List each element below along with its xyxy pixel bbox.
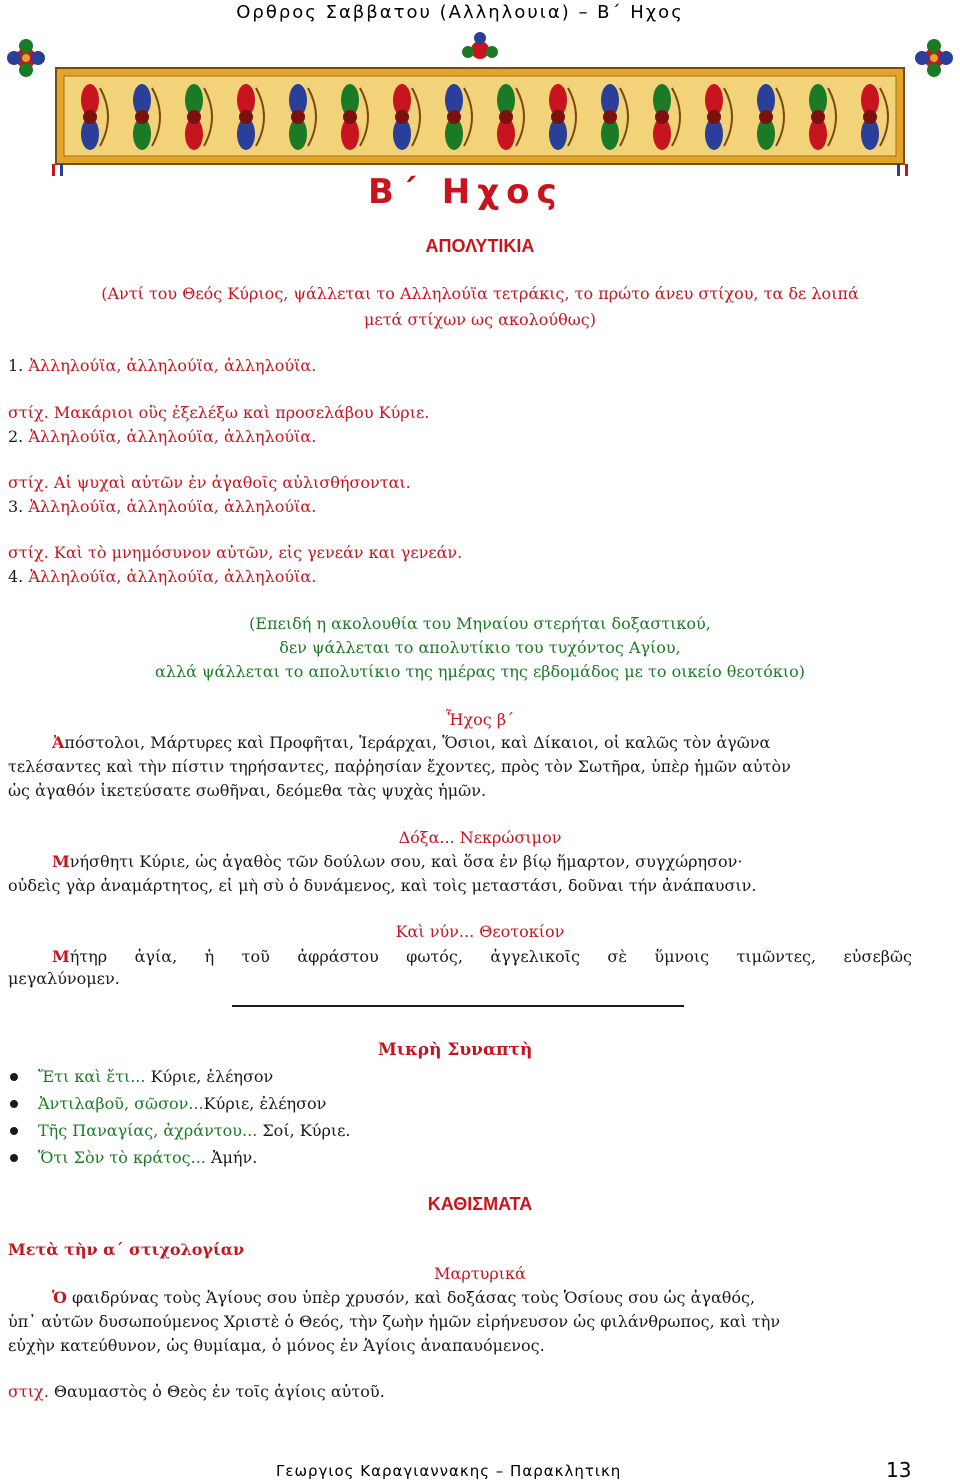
martyrikon-line1: Ὁ φαιδρύνας τοὺς Ἁγίους σου ὑπὲρ χρυσόν, καὶ δοξάσας τοὺς Ὁσίους σου ὡς ἀγαθός,: [52, 1288, 756, 1307]
tone-label: Ἦχος β΄: [445, 710, 515, 729]
section-kathismata-heading: ΚΑΘΙΣΜΑΤΑ: [427, 1194, 533, 1214]
page-footer: Γεωργιος Καραγιαννακης – Παρακλητικη: [276, 1462, 622, 1480]
bullet-icon: [10, 1073, 18, 1081]
tone-title: Β΄ Ηχος: [368, 172, 564, 212]
verse-line-3: στίχ. Καὶ τὸ μνημόσυνον αὐτῶν, εἰς γενεάν και γενεάν.: [8, 543, 463, 562]
page-number: 13: [886, 1458, 912, 1482]
bullet-icon: [10, 1100, 18, 1108]
litany-item: Ὅτι Σὸν τὸ κράτος... Ἀμήν.: [8, 1147, 351, 1174]
intro-note-line2: μετά στίχων ως ακολούθως): [364, 310, 596, 329]
litany-item: Τῆς Παναγίας, ἀχράντου... Σοί, Κύριε.: [8, 1120, 351, 1147]
mikri-synapti-heading: Μικρὴ Συναπτὴ: [378, 1040, 533, 1060]
running-head: Ορθρος Σαββατου (Αλληλουια) – Β΄ Ηχος: [236, 2, 684, 23]
corner-fleuron-right-icon: [915, 39, 953, 77]
litany-item: Ἔτι καὶ ἔτι... Κύριε, ἐλέησον: [8, 1066, 351, 1093]
apolytikion-line1: Ἀπόστολοι, Μάρτυρες καὶ Προφῆται, Ἱεράρχαι, Ὅσιοι, καὶ Δίκαιοι, οἱ καλῶς τὸν ἀγῶνα: [52, 733, 771, 752]
apolytikion-line2: τελέσαντες καὶ τὴν πίστιν τηρήσαντες, παῤῥησίαν ἔχοντες, πρὸς τὸν Σωτῆρα, ὑπὲρ ἡμῶν αὐτὸν: [8, 757, 791, 776]
litany-item: Ἀντιλαβοῦ, σῶσον...Κύριε, ἐλέησον: [8, 1093, 351, 1120]
verse-line-2: στίχ. Αἱ ψυχαὶ αὐτῶν ἐν ἀγαθοῖς αὐλισθήσονται.: [8, 473, 411, 492]
section-divider: [232, 1005, 684, 1007]
intro-note-line1: (Αντί του Θεός Κύριος, ψάλλεται το Αλληλούϊα τετράκις, το πρώτο άνευ στίχου, τα δε λοιπά: [101, 284, 859, 303]
section-apolytikia-heading: ΑΠΟΛΥΤΙΚΙΑ: [425, 236, 535, 256]
menaion-note-line1: (Επειδή η ακολουθία του Μηναίου στερήται δοξαστικού,: [249, 614, 711, 633]
theotokion-line2: μεγαλύνομεν.: [8, 969, 120, 988]
center-fleuron-icon: [462, 32, 498, 59]
martyrikon-line2: ὑπ᾿ αὐτῶν δυσωπούμενος Χριστὲ ὁ Θεός, τὴν ζωὴν ἡμῶν εἰρήνευσον ὡς φιλάνθρωπος, καὶ τὴν: [8, 1312, 781, 1331]
kai-nyn-label: Καὶ νύν... Θεοτοκίον: [395, 922, 565, 941]
final-verse: στιχ. Θαυμαστὸς ὁ Θεὸς ἐν τοῖς ἁγίοις αὐτοῦ.: [8, 1382, 385, 1401]
right-fringe-icon: [897, 164, 908, 176]
alleluia-line-1: 1. Ἀλληλούϊα, ἀλληλούϊα, ἀλληλούϊα.: [8, 356, 317, 375]
martyrika-label: Μαρτυρικά: [434, 1264, 526, 1283]
menaion-note-line3: αλλά ψάλλεται το απολυτίκιο της ημέρας της εβδομάδος με το οικείο θεοτόκιο): [155, 662, 805, 681]
doxa-label: Δόξα... Νεκρώσιμον: [398, 828, 562, 847]
corner-fleuron-left-icon: [7, 39, 45, 77]
byzantine-ornament-band: [0, 28, 960, 178]
left-fringe-icon: [52, 164, 63, 176]
litany-list: [8, 1066, 351, 1174]
after-stichologia-heading: Μετὰ τὴν α΄ στιχολογίαν: [8, 1240, 245, 1259]
menaion-note-line2: δεν ψάλλεται το απολυτίκιο του τυχόντος Αγίου,: [279, 638, 681, 657]
bullet-icon: [10, 1127, 18, 1135]
alleluia-line-4: 4. Ἀλληλούϊα, ἀλληλούϊα, ἀλληλούϊα.: [8, 567, 317, 586]
martyrikon-line3: εὐχὴν κατεύθυνον, ὡς θυμίαμα, ὁ μόνος ἐν Ἁγίοις ἀναπαυόμενος.: [8, 1336, 545, 1355]
nekrosimon-line1: Μνήσθητι Κύριε, ὡς ἀγαθὸς τῶν δούλων σου, καὶ ὅσα ἐν βίῳ ἥμαρτον, συγχώρησον·: [52, 852, 743, 871]
bullet-icon: [10, 1154, 18, 1162]
nekrosimon-line2: οὐδεὶς γὰρ ἀναμάρτητος, εἰ μὴ σὺ ὁ δυνάμενος, καὶ τοὶς μεταστάσι, δοῦναι τήν ἀνάπαυσιν.: [8, 876, 757, 895]
apolytikion-line3: ὡς ἀγαθόν ἱκετεύσατε σωθῆναι, δεόμεθα τὰς ψυχὰς ἡμῶν.: [8, 781, 487, 800]
alleluia-line-2: 2. Ἀλληλούϊα, ἀλληλούϊα, ἀλληλούϊα.: [8, 427, 317, 446]
theotokion-line1: Μήτηρ ἁγία, ἡ τοῦ ἀφράστου φωτός, ἀγγελικοῖς σὲ ὕμνοις τιμῶντες, εὐσεβῶς: [52, 947, 912, 966]
verse-line-1: στίχ. Μακάριοι οὓς ἐξελέξω καὶ προσελάβου Κύριε.: [8, 403, 430, 422]
alleluia-line-3: 3. Ἀλληλούϊα, ἀλληλούϊα, ἀλληλούϊα.: [8, 497, 317, 516]
